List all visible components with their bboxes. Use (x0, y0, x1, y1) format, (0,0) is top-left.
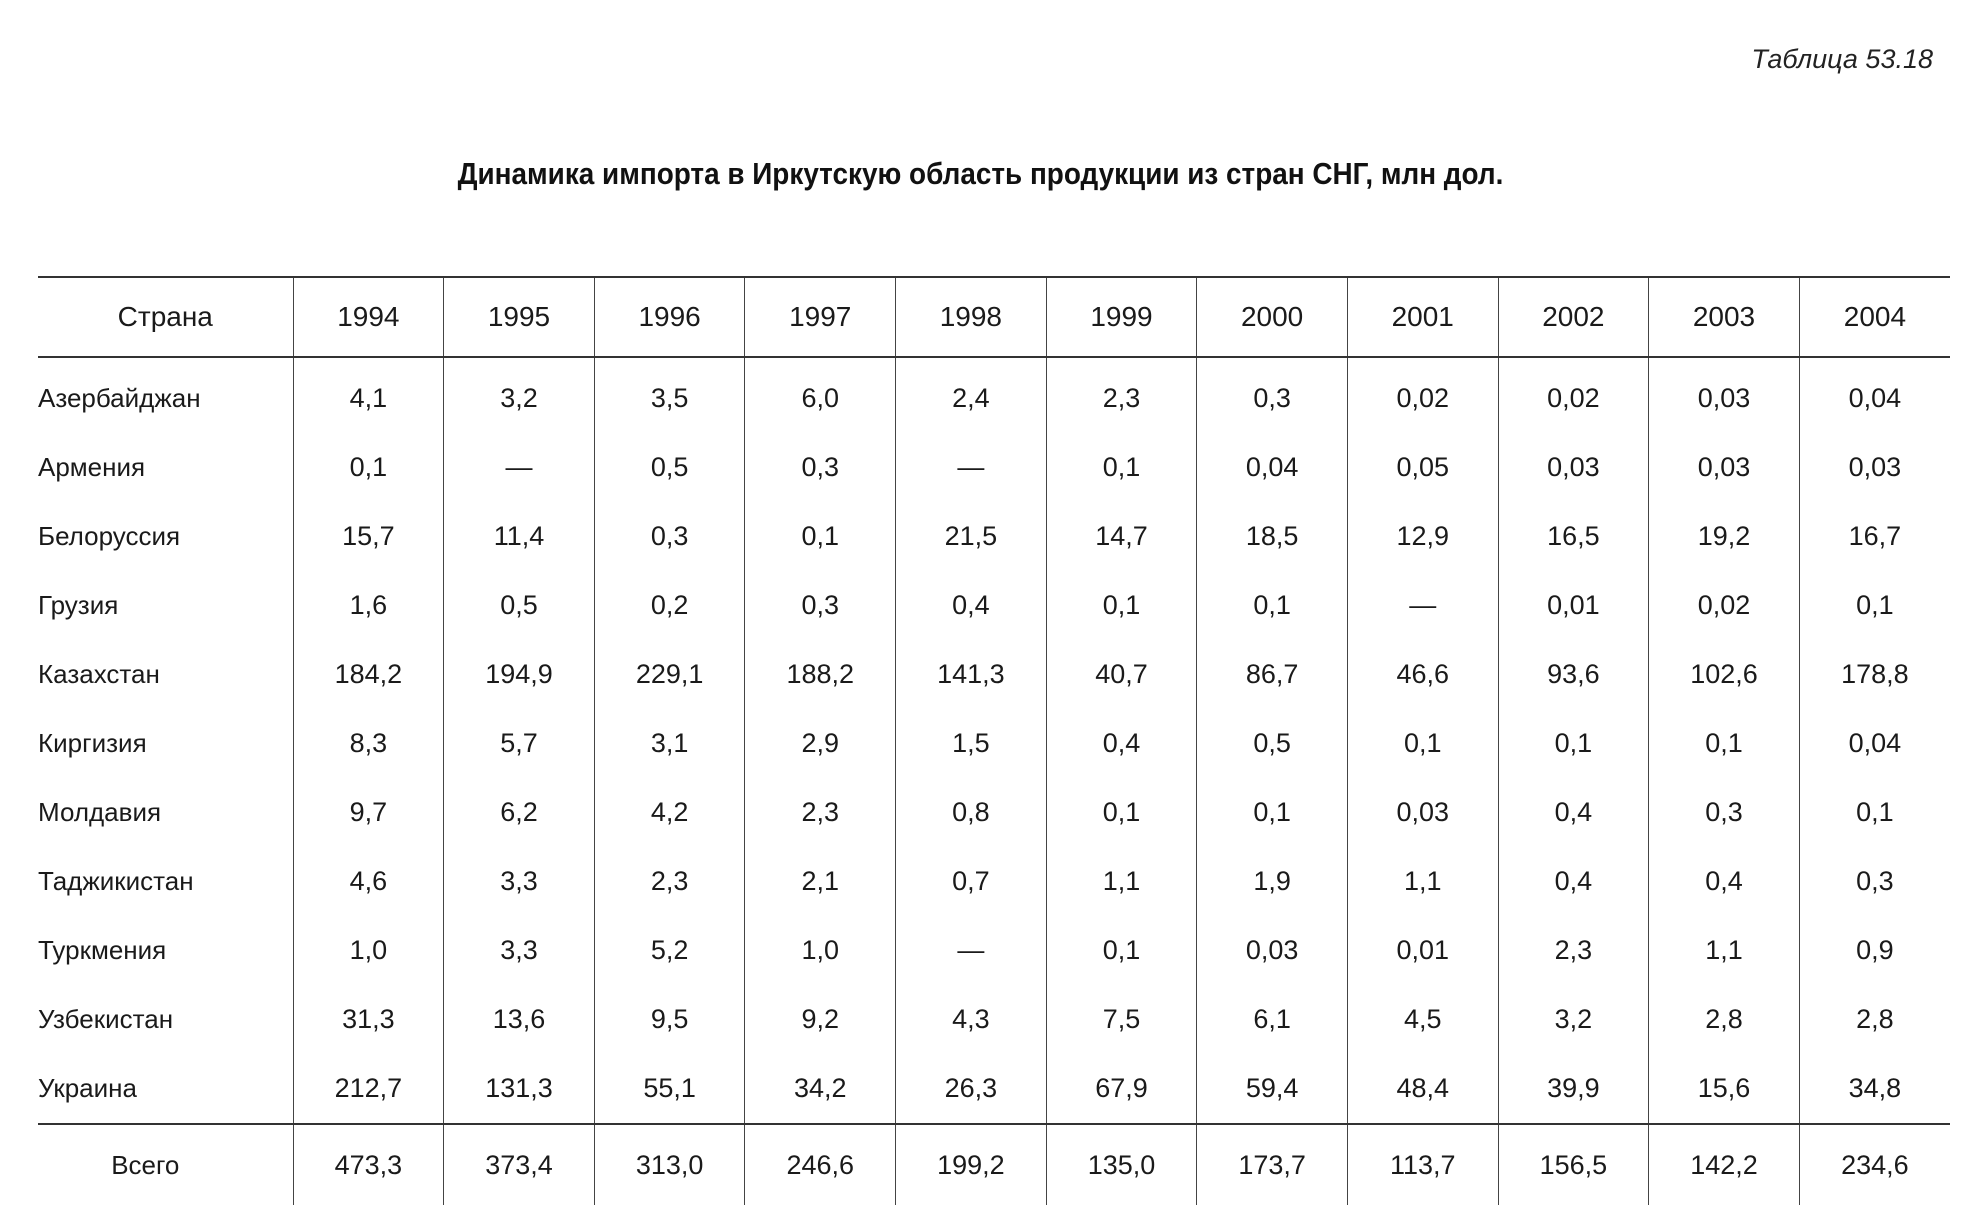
value-cell: 6,2 (444, 778, 595, 847)
value-cell: 3,5 (594, 357, 745, 433)
value-cell: 0,1 (1347, 709, 1498, 778)
value-cell: 0,5 (444, 571, 595, 640)
value-cell: 0,1 (1046, 433, 1197, 502)
total-value-cell: 113,7 (1347, 1124, 1498, 1205)
country-cell: Киргизия (38, 728, 147, 758)
value-cell: 194,9 (444, 640, 595, 709)
header-year-2000: 2000 (1197, 277, 1348, 357)
value-cell: 0,3 (1799, 847, 1950, 916)
value-cell: 2,4 (896, 357, 1047, 433)
value-cell: — (896, 433, 1047, 502)
value-cell: 0,1 (1498, 709, 1649, 778)
value-cell: 6,1 (1197, 985, 1348, 1054)
value-cell: 0,7 (896, 847, 1047, 916)
header-year-1999: 1999 (1046, 277, 1197, 357)
total-row (38, 1124, 1950, 1205)
value-cell: 178,8 (1799, 640, 1950, 709)
value-cell: 0,03 (1649, 357, 1800, 433)
value-cell: — (896, 916, 1047, 985)
value-cell: 2,8 (1799, 985, 1950, 1054)
value-cell: 4,1 (293, 357, 444, 433)
total-value-cell: 142,2 (1649, 1124, 1800, 1205)
value-cell: 2,3 (745, 778, 896, 847)
value-cell: 0,4 (1498, 778, 1649, 847)
value-cell: 21,5 (896, 502, 1047, 571)
value-cell: 0,1 (1799, 571, 1950, 640)
value-cell: 1,5 (896, 709, 1047, 778)
country-cell: Белоруссия (38, 521, 181, 551)
value-cell: 5,2 (594, 916, 745, 985)
table-row (38, 985, 1950, 1054)
value-cell: 141,3 (896, 640, 1047, 709)
value-cell: 5,7 (444, 709, 595, 778)
value-cell: 0,05 (1347, 433, 1498, 502)
value-cell: 3,1 (594, 709, 745, 778)
value-cell: 0,3 (745, 571, 896, 640)
table-row (38, 571, 1950, 640)
value-cell: 46,6 (1347, 640, 1498, 709)
value-cell: 7,5 (1046, 985, 1197, 1054)
value-cell: 3,2 (1498, 985, 1649, 1054)
value-cell: 2,8 (1649, 985, 1800, 1054)
header-year-1996: 1996 (594, 277, 745, 357)
value-cell: 0,1 (1046, 778, 1197, 847)
value-cell: 0,4 (1649, 847, 1800, 916)
table-row (38, 709, 1950, 778)
value-cell: 15,7 (293, 502, 444, 571)
value-cell: 16,7 (1799, 502, 1950, 571)
total-value-cell: 135,0 (1046, 1124, 1197, 1205)
value-cell: 34,8 (1799, 1054, 1950, 1124)
value-cell: 15,6 (1649, 1054, 1800, 1124)
value-cell: 0,9 (1799, 916, 1950, 985)
value-cell: 26,3 (896, 1054, 1047, 1124)
country-cell: Молдавия (38, 797, 162, 827)
value-cell: 102,6 (1649, 640, 1800, 709)
country-cell: Армения (38, 452, 146, 482)
value-cell: 0,3 (1197, 357, 1348, 433)
value-cell: 1,0 (745, 916, 896, 985)
value-cell: 93,6 (1498, 640, 1649, 709)
value-cell: 0,3 (594, 502, 745, 571)
value-cell: 0,2 (594, 571, 745, 640)
value-cell: 39,9 (1498, 1054, 1649, 1124)
value-cell: 18,5 (1197, 502, 1348, 571)
header-year-1998: 1998 (896, 277, 1047, 357)
table-header (38, 277, 1950, 357)
value-cell: 4,2 (594, 778, 745, 847)
header-year-1994: 1994 (293, 277, 444, 357)
country-cell: Туркмения (38, 935, 167, 965)
value-cell: 16,5 (1498, 502, 1649, 571)
value-cell: 0,3 (745, 433, 896, 502)
value-cell: 0,1 (293, 433, 444, 502)
country-cell: Узбекистан (38, 1004, 174, 1034)
value-cell: 0,1 (1197, 778, 1348, 847)
value-cell: 34,2 (745, 1054, 896, 1124)
table-row (38, 357, 1950, 433)
table-row (38, 1054, 1950, 1124)
value-cell: 0,1 (745, 502, 896, 571)
value-cell: 2,3 (1498, 916, 1649, 985)
value-cell: 0,5 (594, 433, 745, 502)
country-cell: Казахстан (38, 659, 160, 689)
value-cell: 12,9 (1347, 502, 1498, 571)
value-cell: 1,1 (1347, 847, 1498, 916)
value-cell: 0,3 (1649, 778, 1800, 847)
value-cell: 1,1 (1046, 847, 1197, 916)
value-cell: 0,04 (1197, 433, 1348, 502)
value-cell: 0,03 (1799, 433, 1950, 502)
value-cell: 4,6 (293, 847, 444, 916)
value-cell: 40,7 (1046, 640, 1197, 709)
header-year-2001: 2001 (1347, 277, 1498, 357)
total-value-cell: 156,5 (1498, 1124, 1649, 1205)
value-cell: 1,6 (293, 571, 444, 640)
total-label: Всего (111, 1149, 180, 1180)
value-cell: 6,0 (745, 357, 896, 433)
total-value-cell: 313,0 (594, 1124, 745, 1205)
value-cell: 4,5 (1347, 985, 1498, 1054)
total-value-cell: 173,7 (1197, 1124, 1348, 1205)
table-row (38, 847, 1950, 916)
value-cell: 11,4 (444, 502, 595, 571)
header-year-2004: 2004 (1799, 277, 1950, 357)
total-value-cell: 199,2 (896, 1124, 1047, 1205)
value-cell: 0,03 (1197, 916, 1348, 985)
value-cell: — (1347, 571, 1498, 640)
value-cell: 229,1 (594, 640, 745, 709)
country-cell: Украина (38, 1073, 137, 1103)
value-cell: 48,4 (1347, 1054, 1498, 1124)
value-cell: 0,8 (896, 778, 1047, 847)
value-cell: 0,4 (1046, 709, 1197, 778)
table-body (38, 357, 1950, 1205)
country-cell: Азербайджан (38, 383, 201, 413)
value-cell: 13,6 (444, 985, 595, 1054)
table-row (38, 502, 1950, 571)
header-year-1995: 1995 (444, 277, 595, 357)
value-cell: 0,4 (1498, 847, 1649, 916)
value-cell: 0,02 (1649, 571, 1800, 640)
header-year-2002: 2002 (1498, 277, 1649, 357)
value-cell: 212,7 (293, 1054, 444, 1124)
value-cell: 9,7 (293, 778, 444, 847)
country-cell: Грузия (38, 590, 119, 620)
value-cell: 0,04 (1799, 709, 1950, 778)
value-cell: 0,01 (1498, 571, 1649, 640)
total-value-cell: 373,4 (444, 1124, 595, 1205)
value-cell: 0,1 (1799, 778, 1950, 847)
total-value-cell: 234,6 (1799, 1124, 1950, 1205)
value-cell: 4,3 (896, 985, 1047, 1054)
value-cell: 2,9 (745, 709, 896, 778)
value-cell: 0,03 (1649, 433, 1800, 502)
value-cell: — (444, 433, 595, 502)
value-cell: 55,1 (594, 1054, 745, 1124)
value-cell: 131,3 (444, 1054, 595, 1124)
value-cell: 2,1 (745, 847, 896, 916)
table-row (38, 433, 1950, 502)
value-cell: 2,3 (1046, 357, 1197, 433)
value-cell: 0,04 (1799, 357, 1950, 433)
value-cell: 9,2 (745, 985, 896, 1054)
value-cell: 8,3 (293, 709, 444, 778)
value-cell: 1,0 (293, 916, 444, 985)
value-cell: 0,5 (1197, 709, 1348, 778)
value-cell: 86,7 (1197, 640, 1348, 709)
table-row (38, 916, 1950, 985)
value-cell: 31,3 (293, 985, 444, 1054)
import-table (38, 276, 1950, 1205)
value-cell: 0,4 (896, 571, 1047, 640)
header-row (38, 277, 1950, 357)
value-cell: 9,5 (594, 985, 745, 1054)
value-cell: 1,1 (1649, 916, 1800, 985)
total-value-cell: 473,3 (293, 1124, 444, 1205)
value-cell: 0,03 (1498, 433, 1649, 502)
value-cell: 0,02 (1498, 357, 1649, 433)
value-cell: 0,1 (1046, 916, 1197, 985)
value-cell: 19,2 (1649, 502, 1800, 571)
value-cell: 0,03 (1347, 778, 1498, 847)
value-cell: 0,1 (1046, 571, 1197, 640)
value-cell: 0,1 (1649, 709, 1800, 778)
value-cell: 3,3 (444, 847, 595, 916)
table-number: Таблица 53.18 (1751, 44, 1933, 74)
header-year-1997: 1997 (745, 277, 896, 357)
header-country: Страна (117, 301, 213, 332)
value-cell: 59,4 (1197, 1054, 1348, 1124)
value-cell: 1,9 (1197, 847, 1348, 916)
value-cell: 14,7 (1046, 502, 1197, 571)
document-title: Динамика импорта в Иркутскую область продукции из стран СНГ, млн дол. (457, 156, 1504, 191)
country-cell: Таджикистан (38, 866, 194, 896)
value-cell: 67,9 (1046, 1054, 1197, 1124)
table-row (38, 778, 1950, 847)
value-cell: 0,1 (1197, 571, 1348, 640)
value-cell: 0,02 (1347, 357, 1498, 433)
value-cell: 188,2 (745, 640, 896, 709)
table-row (38, 640, 1950, 709)
value-cell: 3,2 (444, 357, 595, 433)
value-cell: 0,01 (1347, 916, 1498, 985)
value-cell: 2,3 (594, 847, 745, 916)
total-value-cell: 246,6 (745, 1124, 896, 1205)
header-year-2003: 2003 (1649, 277, 1800, 357)
value-cell: 3,3 (444, 916, 595, 985)
value-cell: 184,2 (293, 640, 444, 709)
